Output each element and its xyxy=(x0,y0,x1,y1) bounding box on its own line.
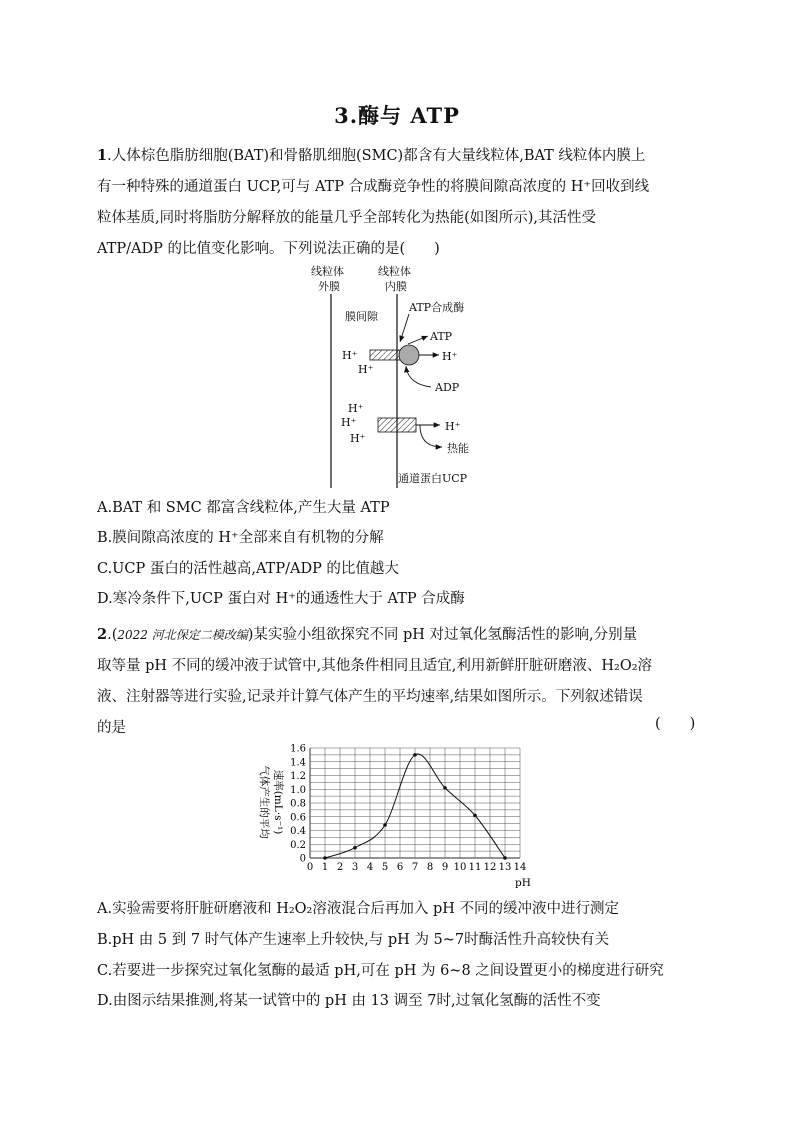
q2-option-d: D.由图示结果推测,将某一试管中的 pH 由 13 调至 7时,过氧化氢酶的活性不变 xyxy=(97,993,601,1009)
chart-x-tick-label: 9 xyxy=(441,862,449,873)
q1-option-a: A.BAT 和 SMC 都富含线粒体,产生大量 ATP xyxy=(97,500,390,516)
q2-option-c: C.若要进一步探究过氧化氢酶的最适 pH,可在 pH 为 6~8 之间设置更小的梯度进行研究 xyxy=(97,963,664,979)
ucp-channel xyxy=(378,418,416,432)
h-plus-label: H⁺ xyxy=(350,432,366,445)
q1-stem-line-3: 粒体基质,同时将脂肪分解释放的能量几乎全部转化为热能(如图所示),其活性受 xyxy=(97,210,597,226)
chart-data-point xyxy=(413,753,417,757)
ph-enzyme-chart xyxy=(250,740,550,890)
h-plus-label: H⁺ xyxy=(442,350,458,363)
chart-x-tick-label: 0 xyxy=(306,862,314,873)
chart-y-tick-label: 0.4 xyxy=(290,826,306,837)
ucp-label: 通道蛋白UCP xyxy=(398,472,468,485)
q1-stem-line-1: .人体棕色脂肪细胞(BAT)和骨骼肌细胞(SMC)都含有大量线粒体,BAT 线粒体内膜上 xyxy=(107,148,646,164)
chart-y-tick-label: 0.6 xyxy=(290,812,306,824)
q1-stem xyxy=(97,140,697,265)
chart-y-tick-label: 1.2 xyxy=(290,771,306,782)
q2-option-a: A.实验需要将肝脏研磨液和 H₂O₂溶液混合后再加入 pH 不同的缓冲液中进行测定 xyxy=(97,901,619,917)
atp-synthase-head xyxy=(399,345,419,365)
atp-synthase-label: ATP合成酶 xyxy=(409,301,465,314)
chart-x-tick-label: 14 xyxy=(513,862,527,873)
chart-x-tick-label: 12 xyxy=(483,862,497,873)
q2-stem-line-2: 取等量 pH 不同的缓冲液于试管中,其他条件相同且适宜,利用新鲜肝脏研磨液、H₂O₂溶 xyxy=(97,658,653,674)
chart-x-tick-label: 1 xyxy=(321,862,329,873)
q2-stem-line-3: 液、注射器等进行实验,记录并计算气体产生的平均速率,结果如图所示。下列叙述错误 xyxy=(97,689,643,705)
chart-x-tick-label: 5 xyxy=(381,862,389,873)
page-title: 3.酶与 ATP xyxy=(334,103,460,128)
chart-data-point xyxy=(503,856,507,860)
chart-x-tick-label: 7 xyxy=(411,862,419,873)
chart-x-tick-label: 2 xyxy=(336,862,344,873)
atp-label: ATP xyxy=(430,330,453,343)
chart-data-point xyxy=(353,846,357,850)
chart-data-point xyxy=(443,786,447,790)
chart-data-point xyxy=(383,823,387,827)
q2-stem-line-1: 某实验小组欲探究不同 pH 对过氧化氢酶活性的影响,分别量 xyxy=(253,627,638,643)
q2-stem xyxy=(97,619,697,744)
chart-y-tick-label: 1.4 xyxy=(290,757,306,769)
chart-x-tick-label: 8 xyxy=(426,862,434,873)
chart-x-tick-label: 11 xyxy=(468,862,482,873)
h-plus-label: H⁺ xyxy=(341,416,357,429)
outer-membrane-label-2: 外膜 xyxy=(318,280,340,293)
heat-label: 热能 xyxy=(447,442,469,455)
chart-x-tick-label: 10 xyxy=(453,862,467,873)
q1-option-d: D.寒冷条件下,UCP 蛋白对 H⁺的通透性大于 ATP 合成酶 xyxy=(97,591,465,607)
chart-y-tick-label: 1.6 xyxy=(290,743,306,755)
inner-membrane-label-2: 内膜 xyxy=(385,280,407,293)
chart-x-tick-label: 6 xyxy=(396,862,404,873)
q2-answer-parens: ( ) xyxy=(655,716,696,732)
chart-x-tick-label: 13 xyxy=(498,862,512,873)
intermembrane-label: 膜间隙 xyxy=(345,310,378,323)
chart-grid xyxy=(310,748,520,858)
chart-data-point xyxy=(323,856,327,860)
q1-stem-line-4: ATP/ADP 的比值变化影响。下列说法正确的是( ) xyxy=(97,241,440,257)
chart-y-tick-label: 0.8 xyxy=(290,798,306,810)
h-plus-label: H⁺ xyxy=(358,363,374,376)
h-plus-label: H⁺ xyxy=(348,402,364,415)
chart-ticks xyxy=(290,744,526,874)
chart-x-label: pH xyxy=(515,877,531,889)
q2-source: 2022 河北保定二模改编 xyxy=(117,628,248,642)
q1-number: 1 xyxy=(97,147,108,164)
chart-y-label-2: 速率(mL·s⁻¹) xyxy=(272,769,284,835)
q2-number: 2 xyxy=(97,626,108,643)
chart-y-label-1: 气体产生的平均 xyxy=(258,765,270,839)
chart-y-tick-label: 1.0 xyxy=(290,784,306,796)
h-plus-label: H⁺ xyxy=(445,420,461,433)
outer-membrane-label-1: 线粒体 xyxy=(311,265,344,278)
chart-x-tick-label: 4 xyxy=(366,862,374,873)
q2-stem-line-4: 的是 xyxy=(97,720,126,736)
q2-option-b: B.pH 由 5 到 7 时气体产生速率上升较快,与 pH 为 5~7时酶活性升高较快有关 xyxy=(97,932,610,948)
chart-x-tick-label: 3 xyxy=(351,862,359,873)
chart-data-point xyxy=(473,814,477,818)
q2-source-open: .( xyxy=(107,627,118,643)
atp-synthase-channel xyxy=(370,350,400,360)
inner-membrane-label-1: 线粒体 xyxy=(378,265,411,278)
h-plus-label: H⁺ xyxy=(342,349,358,362)
q1-option-b: B.膜间隙高浓度的 H⁺全部来自有机物的分解 xyxy=(97,530,384,546)
q1-stem-line-2: 有一种特殊的通道蛋白 UCP,可与 ATP 合成酶竞争性的将膜间隙高浓度的 H⁺回收到线 xyxy=(97,179,650,195)
q2-source-close: ) xyxy=(247,627,254,643)
chart-y-tick-label: 0.2 xyxy=(290,839,306,851)
adp-label: ADP xyxy=(435,381,460,394)
chart-y-tick-label: 0 xyxy=(299,853,306,865)
q1-option-c: C.UCP 蛋白的活性越高,ATP/ADP 的比值越大 xyxy=(97,561,399,577)
mitochondria-membrane-diagram xyxy=(300,262,500,488)
